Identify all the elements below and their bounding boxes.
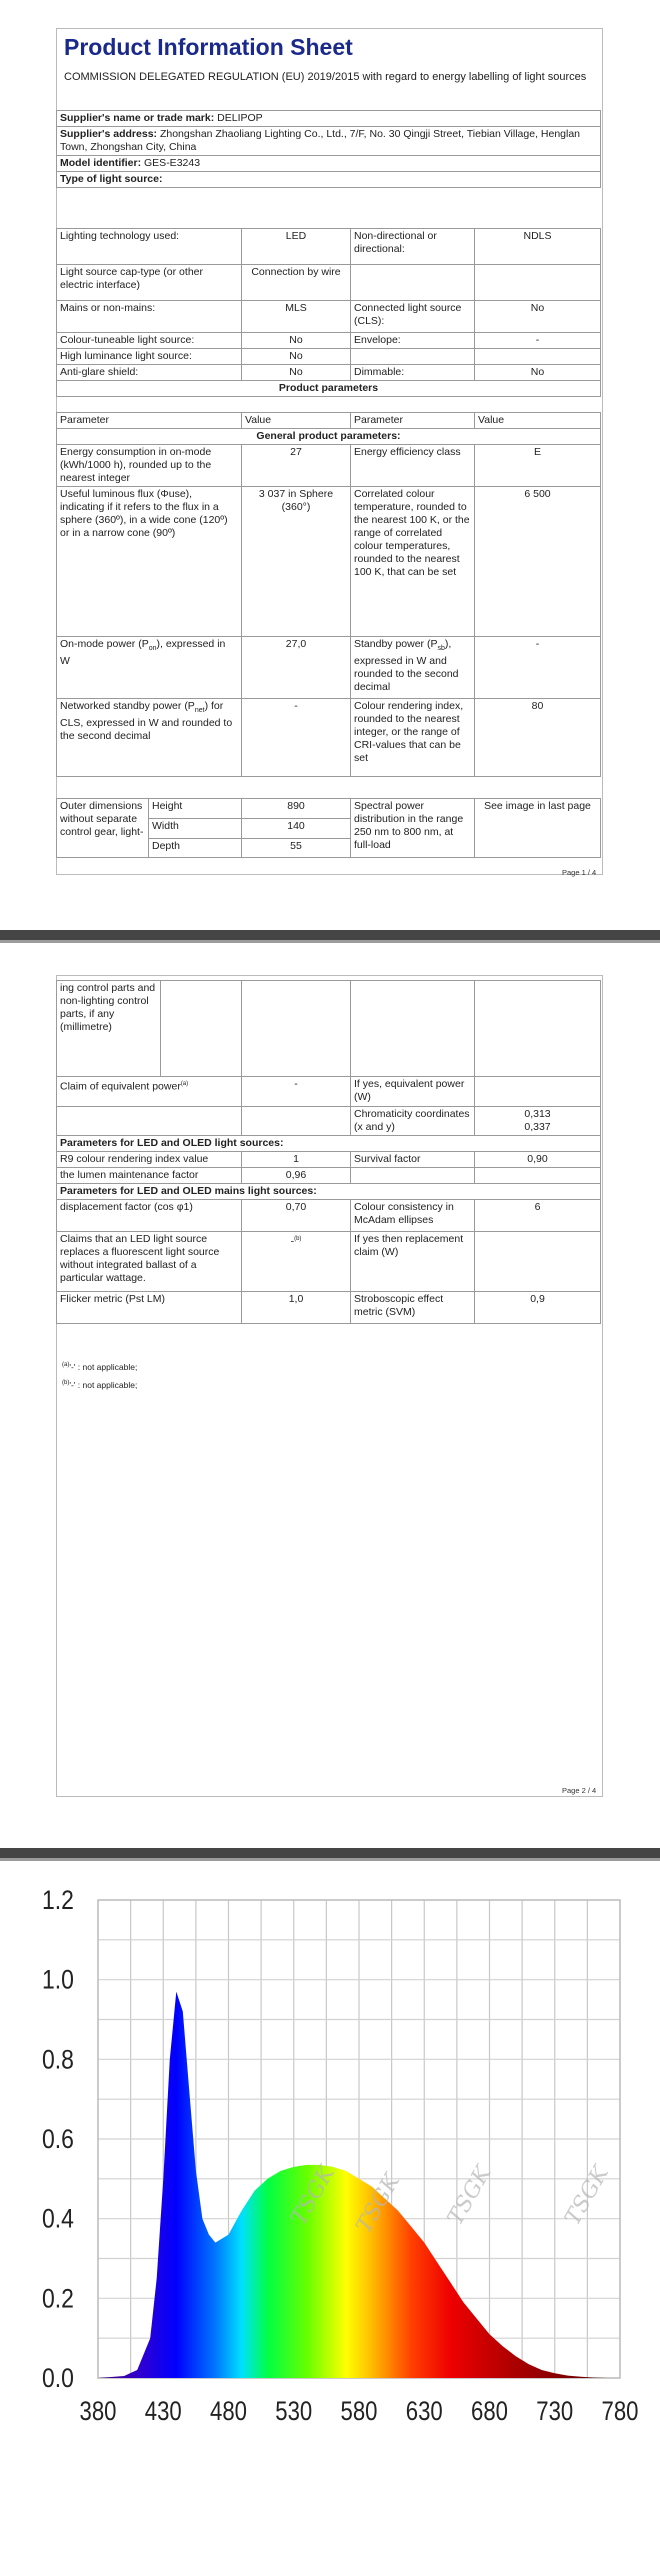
r9-value: 1 <box>242 1152 351 1168</box>
spectral-power-chart <box>0 1860 660 2560</box>
onmode-value: 27,0 <box>242 637 351 699</box>
col-parameter: Parameter <box>57 413 242 429</box>
nondir-label: Non-directional or directional: <box>351 229 475 265</box>
flicker-row <box>57 1292 601 1324</box>
led-header: Parameters for LED and OLED light sources: <box>57 1136 601 1152</box>
chroma-row <box>57 1107 601 1136</box>
antiglare-value: No <box>242 365 351 381</box>
chroma-x: 0,313 <box>524 1108 551 1120</box>
colour-tune-row <box>57 333 601 349</box>
outer-cont-row <box>57 981 601 1077</box>
equiv-if-value <box>475 1077 601 1107</box>
watermark-text: TSGK <box>443 2161 497 2230</box>
col-value-2: Value <box>475 413 601 429</box>
page-separator-2 <box>0 1848 660 1858</box>
col-value: Value <box>242 413 351 429</box>
x-tick-label: 580 <box>340 2397 378 2427</box>
antiglare-label: Anti-glare shield: <box>57 365 242 381</box>
equiv-row <box>57 1077 601 1107</box>
connected-label: Connected light source (CLS): <box>351 301 475 333</box>
mains-header: Parameters for LED and OLED mains light sources: <box>57 1184 601 1200</box>
general-header-row <box>57 429 601 445</box>
type-header: Type of light source: <box>57 172 601 188</box>
standby-value: - <box>475 637 601 699</box>
dimmable-label: Dimmable: <box>351 365 475 381</box>
claims-value: -$^{(b)}$ <box>242 1232 351 1292</box>
page-title: Product Information Sheet <box>64 34 353 60</box>
colour-tune-value: No <box>242 333 351 349</box>
cap-value: Connection by wire <box>242 265 351 301</box>
depth-value: 55 <box>290 840 302 852</box>
tech-label: Lighting technology used: <box>57 229 242 265</box>
energy-cons-label: Energy consumption in on-mode (kWh/1000 h), rounded up to the nearest integer <box>57 445 242 487</box>
x-tick-label: 630 <box>405 2397 443 2427</box>
eff-class-value: E <box>475 445 601 487</box>
x-tick-label: 380 <box>79 2397 117 2427</box>
standby-label: Standby power $(P_{sb})$, expressed in W and rounded to the second decimal <box>351 637 475 699</box>
x-tick-label: 680 <box>471 2397 508 2427</box>
net-standby-label: Networked standby power $(P_{net})$ for CLS, expressed in W and rounded to the second decimal <box>57 699 242 777</box>
mains-header-row <box>57 1184 601 1200</box>
dimension-names <box>149 799 242 858</box>
supplier-value: DELIPOP <box>217 112 263 124</box>
footnote-a: $^{(a)}$'-' : not applicable; <box>62 1362 138 1372</box>
antiglare-row <box>57 365 601 381</box>
dimension-row <box>57 799 601 858</box>
supplier-table <box>56 110 601 188</box>
width-label: Width <box>149 819 241 839</box>
equiv-if-label: If yes, equivalent power (W) <box>351 1077 475 1107</box>
connected-value: No <box>475 301 601 333</box>
tech-row <box>57 229 601 265</box>
spectral-value: See image in last page <box>475 799 601 858</box>
survival-label: Survival factor <box>351 1152 475 1168</box>
colour-tune-label: Colour-tuneable light source: <box>57 333 242 349</box>
chroma-label: Chromaticity coordinates (x and y) <box>351 1107 475 1136</box>
light-source-table <box>56 228 601 397</box>
general-header: General product parameters: <box>57 429 601 445</box>
supplier-label: Supplier's name or trade mark: <box>60 112 215 124</box>
page-number-1: Page 1 / 4 <box>562 868 597 877</box>
col-parameter-2: Parameter <box>351 413 475 429</box>
x-tick-label: 780 <box>601 2397 639 2427</box>
type-header-row <box>57 172 601 188</box>
product-params-header-row <box>57 381 601 397</box>
lumen-label: the lumen maintenance factor <box>57 1168 242 1184</box>
mains-label: Mains or non-mains: <box>57 301 242 333</box>
page2-top-table <box>56 980 601 1077</box>
high-lum-label: High luminance light source: <box>57 349 242 365</box>
strobo-value: 0,9 <box>475 1292 601 1324</box>
disp-row <box>57 1200 601 1232</box>
envelope-value: - <box>475 333 601 349</box>
onmode-row <box>57 637 601 699</box>
tech-value: LED <box>242 229 351 265</box>
cri-label: Colour rendering index, rounded to the nearest integer, or the range of CRI-values that can be set <box>351 699 475 777</box>
flux-label: Useful luminous flux (Φuse), indicating if it refers to the flux in a sphere (360º), in a wide cone (120º) or in a narrow cone (90º) <box>57 487 242 637</box>
dimension-values <box>242 799 351 858</box>
eff-class-label: Energy efficiency class <box>351 445 475 487</box>
page-separator-1-shadow <box>0 940 660 943</box>
outer-cont-label: ing control parts and non-lighting control parts, if any (millimetre) <box>57 981 161 1077</box>
cri-value: 80 <box>475 699 601 777</box>
spectral-label: Spectral power distribution in the range 250 nm to 800 nm, at full-load <box>351 799 475 858</box>
disp-label: displacement factor (cos φ1) <box>57 1200 242 1232</box>
r9-row <box>57 1152 601 1168</box>
disp-value: 0,70 <box>242 1200 351 1232</box>
x-tick-label: 730 <box>536 2397 574 2427</box>
height-value: 890 <box>242 799 350 819</box>
depth-label: Depth <box>152 840 181 852</box>
supplier-row <box>57 111 601 127</box>
nondir-value: NDLS <box>475 229 601 265</box>
high-lum-value: No <box>242 349 351 365</box>
flux-row <box>57 487 601 637</box>
address-label: Supplier's address: <box>60 128 158 140</box>
spectral-chart-container <box>0 1860 660 2560</box>
flicker-label: Flicker metric (Pst LM) <box>57 1292 242 1324</box>
product-params-header: Product parameters <box>57 381 601 397</box>
cap-label: Light source cap-type (or other electric interface) <box>57 265 242 301</box>
y-tick-label: 0.4 <box>42 2203 74 2235</box>
consistency-label: Colour consistency in McAdam ellipses <box>351 1200 475 1232</box>
dimmable-value: No <box>475 365 601 381</box>
page-separator-1 <box>0 930 660 940</box>
replace-value <box>475 1232 601 1292</box>
footnote-b: $^{(b)}$'-' : not applicable; <box>62 1380 138 1390</box>
dimension-table <box>56 798 601 858</box>
address-value: Zhongshan Zhaoliang Lighting Co., Ltd., 7/F, No. 30 Qingji Street, Tiebian Village, Henglan Town, Zhongshan City, China <box>60 128 581 153</box>
height-label: Height <box>149 799 241 819</box>
x-tick-label: 430 <box>144 2397 182 2427</box>
chroma-y: 0,337 <box>524 1121 551 1133</box>
lumen-value: 0,96 <box>242 1168 351 1184</box>
regulation-text: COMMISSION DELEGATED REGULATION (EU) 2019/2015 with regard to energy labelling of light sources <box>64 71 587 83</box>
y-tick-label: 0.2 <box>42 2283 74 2314</box>
strobo-label: Stroboscopic effect metric (SVM) <box>351 1292 475 1324</box>
replace-label: If yes then replacement claim (W) <box>351 1232 475 1292</box>
onmode-label: On-mode power $(P_{on})$, expressed in W <box>57 637 242 699</box>
survival-value: 0,90 <box>475 1152 601 1168</box>
watermark-text: TSGK <box>351 2169 406 2238</box>
y-tick-label: 1.0 <box>42 1964 74 1996</box>
claims-row <box>57 1232 601 1292</box>
net-standby-value: - <box>242 699 351 777</box>
width-value: 140 <box>242 819 350 839</box>
cap-row <box>57 265 601 301</box>
page-number-2: Page 2 / 4 <box>562 1786 597 1795</box>
model-row <box>57 156 601 172</box>
energy-row <box>57 445 601 487</box>
x-tick-label: 530 <box>275 2397 313 2427</box>
lumen-row <box>57 1168 601 1184</box>
r9-label: R9 colour rendering index value <box>57 1152 242 1168</box>
chroma-value <box>475 1107 601 1136</box>
y-tick-label: 0.8 <box>42 2044 74 2075</box>
flicker-value: 1,0 <box>242 1292 351 1324</box>
y-tick-label: 1.2 <box>42 1885 74 1916</box>
watermark-text: TSGK <box>560 2161 615 2230</box>
mains-value: MLS <box>242 301 351 333</box>
envelope-label: Envelope: <box>351 333 475 349</box>
outer-dim-label: Outer dimensions without separate control gear, light- <box>57 799 149 858</box>
equiv-value: - <box>242 1077 351 1107</box>
page2-table <box>56 1076 601 1324</box>
model-value: GES-E3243 <box>144 157 201 169</box>
high-lum-row <box>57 349 601 365</box>
net-standby-row <box>57 699 601 777</box>
y-tick-label: 0.6 <box>42 2124 74 2155</box>
cct-value: 6 500 <box>475 487 601 637</box>
energy-cons-value: 27 <box>242 445 351 487</box>
watermark-text: TSGK <box>286 2161 340 2230</box>
claims-label: Claims that an LED light source replaces a fluorescent light source without integrated ballast of a particular wattage. <box>57 1232 242 1292</box>
y-tick-label: 0.0 <box>42 2363 74 2394</box>
equiv-label: Claim of equivalent power$^{(a)}$ <box>57 1077 242 1107</box>
mains-row <box>57 301 601 333</box>
address-row <box>57 127 601 156</box>
params-table <box>56 412 601 777</box>
cct-label: Correlated colour temperature, rounded to the nearest 100 K, or the range of correlated colour temperatures, rounded to the nearest 100 K, that can be set <box>351 487 475 637</box>
model-label: Model identifier: <box>60 157 142 169</box>
consistency-value: 6 <box>475 1200 601 1232</box>
params-col-headers <box>57 413 601 429</box>
x-tick-label: 480 <box>210 2397 247 2427</box>
flux-value: 3 037 in Sphere (360°) <box>242 487 351 637</box>
led-header-row <box>57 1136 601 1152</box>
